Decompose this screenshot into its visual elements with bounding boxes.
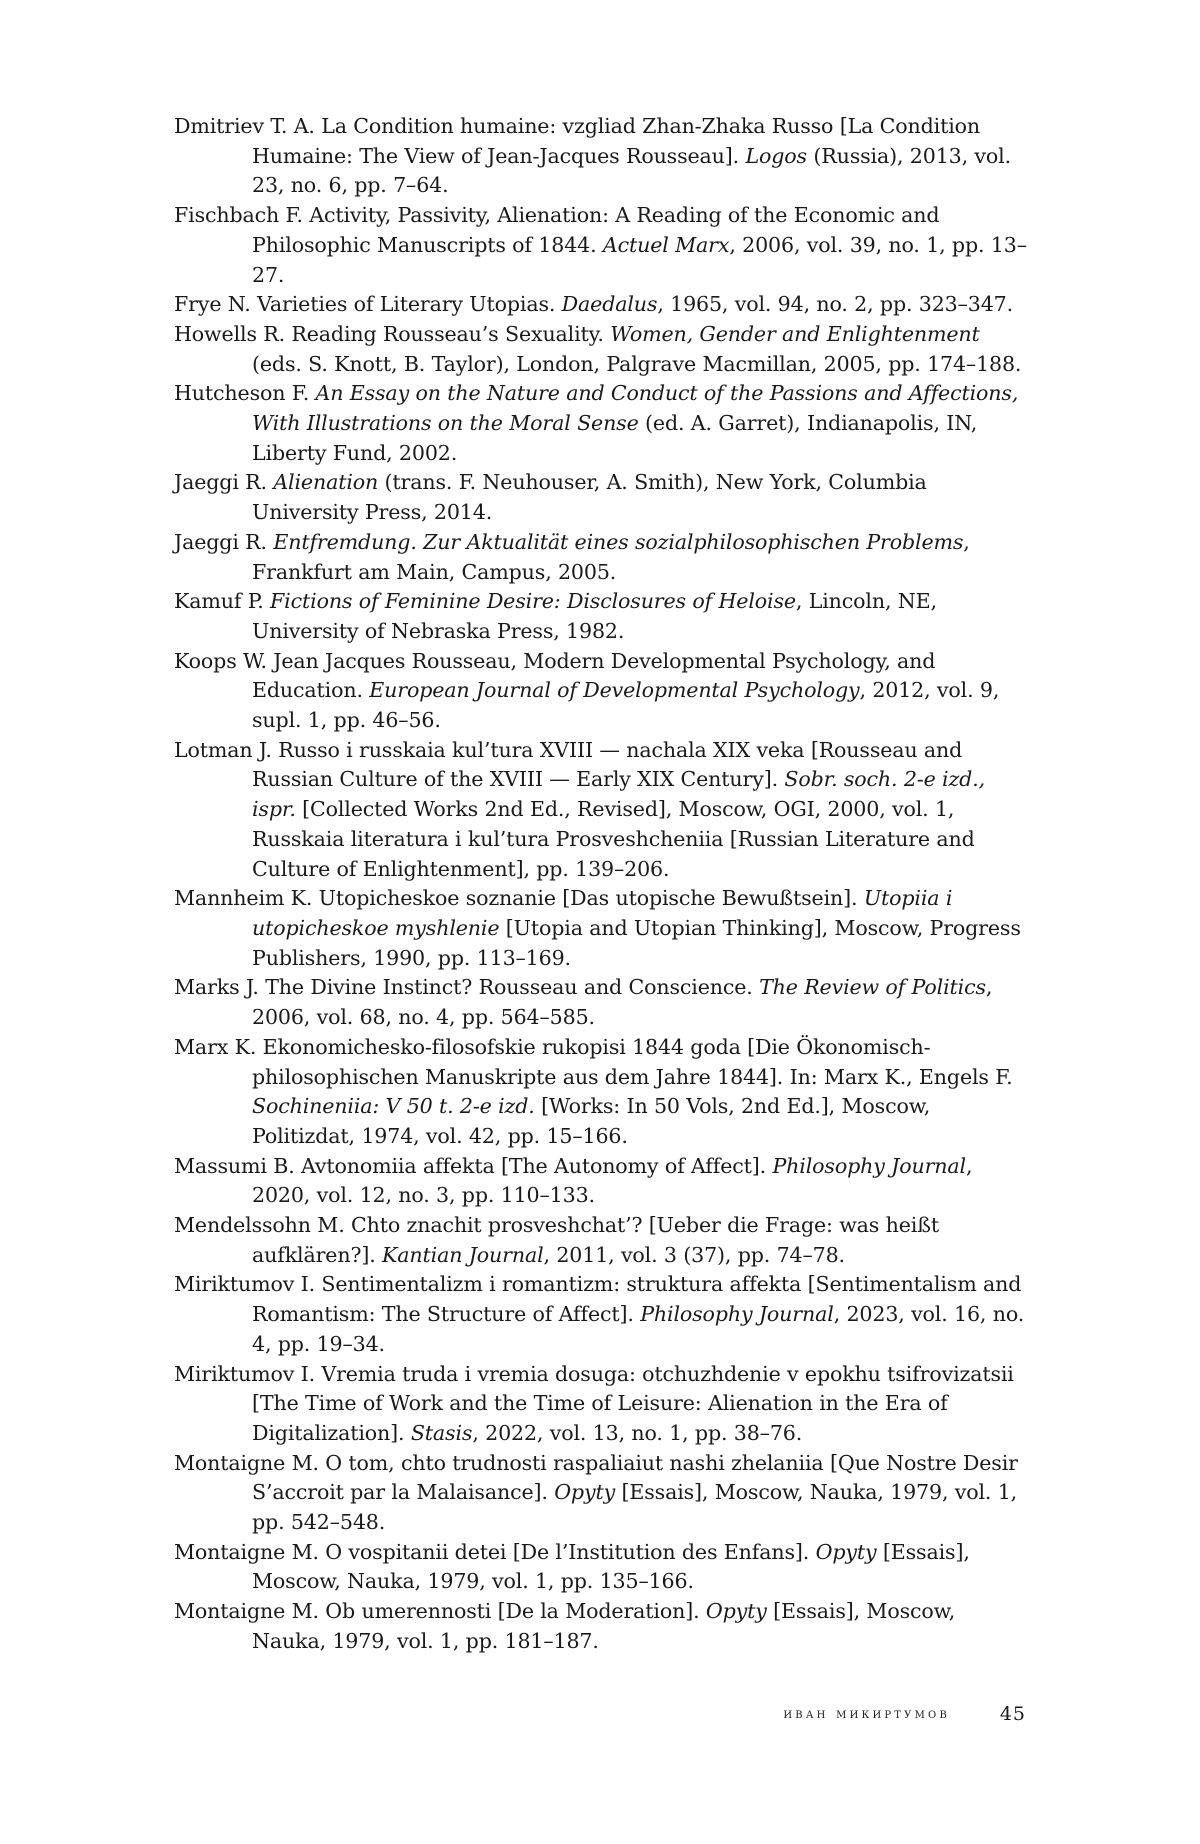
reference-text: , 2022, vol. 13, no. 1, pp. 38–76. [472,1420,803,1445]
reference-entry [174,1449,1032,1538]
reference-entry [174,1597,1032,1656]
reference-title-italic: Opyty [705,1599,767,1624]
reference-title-italic: Philosophy Journal [772,1153,966,1178]
reference-entry [174,290,1032,320]
reference-text: , 2011, vol. 3 (37), pp. 74–78. [543,1242,845,1267]
reference-title-italic: Utopiia i utopicheskoe myshlenie [252,886,953,940]
reference-title-italic: Entfremdung. Zur Aktualität eines sozialphilosophischen Problems [273,529,964,554]
reference-text: Massumi B. Avtonomiia affekta [The Autonomy of Affect]. [174,1153,773,1178]
reference-entry [174,112,1032,201]
reference-text: Jaeggi R. [174,529,274,554]
reference-text: [Works: In 50 Vols, 2nd Ed.], Moscow, Politizdat, 1974, vol. 42, pp. 15–166. [252,1094,931,1148]
reference-entry [174,468,1032,527]
reference-text: [Essais], Moscow, Nauka, 1979, vol. 1, pp. 181–187. [252,1599,956,1653]
reference-text: , 2006, vol. 68, no. 4, pp. 564–585. [252,975,993,1030]
reference-entry [174,973,1032,1032]
reference-title-italic: European Journal of Developmental Psychology [369,678,860,703]
reference-text: (Russia), 2013, vol. 23, no. 6, pp. 7–64. [252,143,1011,198]
reference-text: Fischbach F. Activity, Passivity, Alienation: A Reading of the Economic and Philosophic Manuscripts of 1844. [174,203,940,257]
reference-title-italic: An Essay on the Nature and Conduct of the Passions and Affections, With Illustrations on the Moral Sense [252,381,1019,436]
reference-text: [Essais], Moscow, Nauka, 1979, vol. 1, pp. 542–548. [252,1480,1018,1535]
reference-title-italic: Opyty [554,1480,616,1505]
reference-title-italic: Alienation [273,470,379,495]
reference-title-italic: Fictions of Feminine Desire: Disclosures of Heloise [270,589,796,614]
reference-text: [Collected Works 2nd Ed., Revised], Moscow, OGI, 2000, vol. 1, Russkaia literatura i kul’tura Prosveshcheniia [Russian Literature and Culture of Enlightenment], pp. 139–206. [252,797,975,881]
reference-title-italic: Women, Gender and Enlightenment [610,321,980,346]
reference-entry [174,379,1032,468]
reference-text: (ed. A. Garret), Indianapolis, IN, Liberty Fund, 2002. [252,411,978,465]
page-number: 45 [999,1703,1026,1725]
reference-title-italic: Opyty [815,1539,877,1564]
reference-text: Kamuf P. [174,589,271,614]
reference-text: Miriktumov I. Sentimentalizm i romantizm: struktura affekta [Sentimentalism and Romantism: The Structure of Affect]. [174,1272,1022,1327]
reference-text: Marks J. The Divine Instinct? Rousseau and Conscience. [174,975,760,1000]
reference-entry [174,1033,1032,1152]
reference-text: , 2006, vol. 39, no. 1, pp. 13–27. [252,232,1027,287]
reference-entry [174,647,1032,736]
reference-text: Montaigne M. Ob umerennosti [De la Moderation]. [174,1599,706,1624]
reference-entry [174,1211,1032,1270]
reference-title-italic: Kantian Journal [382,1242,544,1267]
reference-text: Jaeggi R. [174,470,274,495]
reference-entry [174,884,1032,973]
reference-entry [174,320,1032,379]
reference-text: Lotman J. Russo i russkaia kul’tura XVIII — nachala XIX veka [Rousseau and Russian Culture of the XVIII — Early XIX Century]. [174,737,963,792]
reference-text: Howells R. Reading Rousseau’s Sexuality. [174,321,611,346]
reference-title-italic: Sochineniia: V 50 t. 2-e izd. [252,1094,535,1119]
reference-title-italic: Actuel Marx [602,232,730,257]
reference-title-italic: Philosophy Journal [640,1302,834,1327]
reference-text: Mannheim K. Utopicheskoe soznanie [Das utopische Bewußtsein]. [174,886,864,911]
reference-text: , 2012, vol. 9, supl. 1, pp. 46–56. [252,678,1000,733]
running-author: иван микиртумов [783,1706,950,1722]
reference-text: , 2023, vol. 16, no. 4, pp. 19–34. [252,1302,1025,1356]
reference-text: , 2020, vol. 12, no. 3, pp. 110–133. [252,1153,973,1208]
reference-text: Hutcheson F. [174,381,316,406]
reference-text: [Utopia and Utopian Thinking], Moscow, Progress Publishers, 1990, pp. 113–169. [252,915,1021,970]
reference-text: Frye N. Varieties of Literary Utopias. [174,292,562,317]
reference-list [174,112,1032,1657]
reference-text: , Frankfurt am Main, Campus, 2005. [252,529,970,584]
reference-title-italic: Stasis [410,1420,473,1445]
reference-entry [174,587,1032,646]
reference-text: (trans. F. Neuhouser, A. Smith), New York, Columbia University Press, 2014. [252,470,927,525]
reference-title-italic: The Review of Politics [759,975,986,1000]
reference-title-italic: Logos [745,143,807,168]
reference-text: Montaigne M. O vospitanii detei [De l’Institution des Enfans]. [174,1539,816,1564]
reference-text: Koops W. Jean Jacques Rousseau, Modern Developmental Psychology, and Education. [174,648,936,703]
reference-entry [174,1538,1032,1597]
reference-entry [174,528,1032,587]
reference-entry [174,201,1032,290]
reference-title-italic: Sobr. soch. 2-e izd., ispr. [252,767,985,822]
reference-title-italic: Daedalus [561,292,658,317]
reference-entry [174,736,1032,885]
reference-text: Marx K. Ekonomichesko-filosofskie rukopisi 1844 goda [Die Ökonomisch-philosophischen Manuskripte aus dem Jahre 1844]. In: Marx K., Engels F. [174,1034,1013,1089]
reference-entry [174,1360,1032,1449]
reference-text: , Lincoln, NE, University of Nebraska Press, 1982. [252,589,937,643]
reference-text: Dmitriev T. A. La Condition humaine: vzgliad Zhan-Zhaka Russo [La Condition Humaine: The View of Jean-Jacques Rousseau]. [174,114,980,168]
reference-text: (eds. S. Knott, B. Taylor), London, Palgrave Macmillan, 2005, pp. 174–188. [252,351,1022,376]
page-footer [0,1703,1200,1736]
reference-text: Montaigne M. O tom, chto trudnosti raspaliaiut nashi zhelaniia [Que Nostre Desir S’accroit par la Malaisance]. [174,1450,1018,1505]
reference-entry [174,1270,1032,1359]
reference-text: [Essais], Moscow, Nauka, 1979, vol. 1, pp. 135–166. [252,1539,970,1594]
reference-text: Mendelssohn M. Chto znachit prosveshchat’? [Ueber die Frage: was heißt aufklären?]. [174,1213,939,1267]
reference-text: Miriktumov I. Vremia truda i vremia dosuga: otchuzhdenie v epokhu tsifrovizatsii [The Time of Work and the Time of Leisure: Alienation in the Era of Digitalization]. [174,1361,1014,1445]
reference-entry [174,1152,1032,1211]
reference-text: , 1965, vol. 94, no. 2, pp. 323–347. [657,292,1014,317]
